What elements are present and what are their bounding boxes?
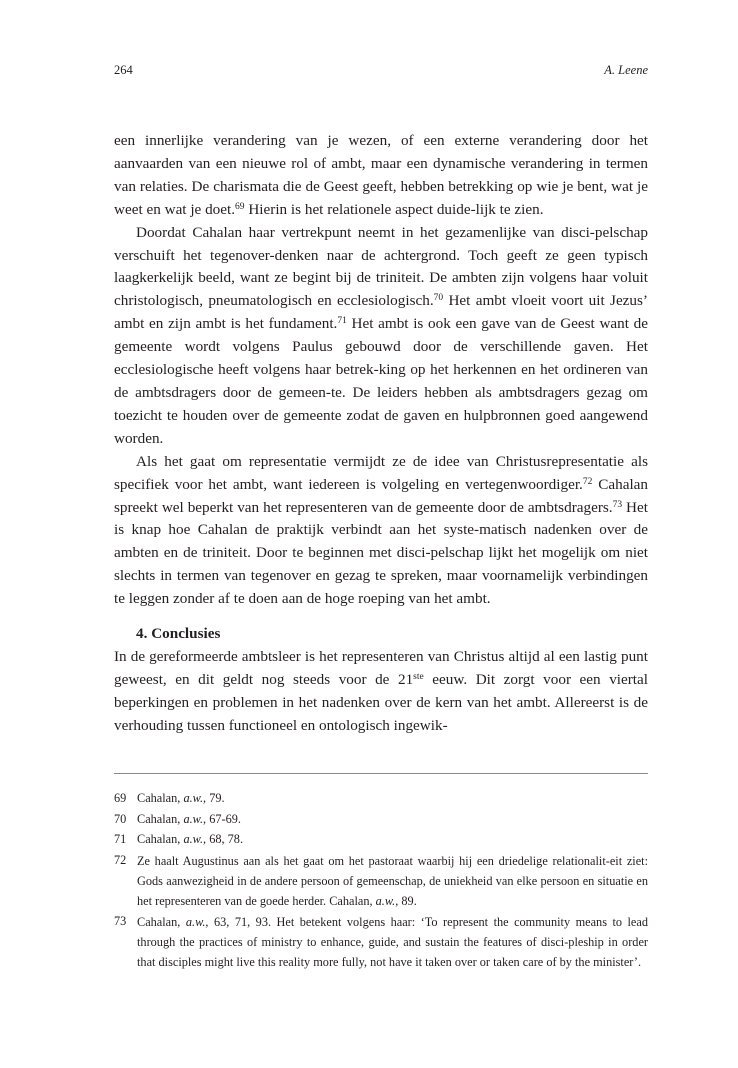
paragraph-3: [114, 451, 648, 611]
paragraph-text: Doordat Cahalan haar vertrekpunt neemt in het gezamenlijke van disci-pelschap verschuift het tegenover-denken naar de achtergrond. Toch geeft ze geen typisch laagkerkelijk beeld, want ze begint bij de triniteit. De ambten zijn volgens haar voluit christologisch, pneumatologisch en ecclesiologisch.: [114, 223, 648, 310]
footnote-italic: a.w.,: [185, 915, 209, 930]
footnotes: [114, 789, 648, 973]
paragraph-text: Het ambt vloeit voort uit Jezus’ ambt en zijn ambt is het fundament.: [114, 292, 648, 333]
footnote-ref-69[interactable]: 69: [235, 201, 245, 212]
paragraph-text: In de gereformeerde ambtsleer is het representeren van Christus altijd al een lastig punt geweest, en dit geldt nog steeds voor de 21: [114, 647, 648, 688]
page-number: 264: [114, 63, 133, 77]
main-text: [114, 130, 648, 738]
paragraph-text: Hierin is het relationele aspect duide-lijk te zien.: [244, 200, 544, 218]
paragraph-1: [114, 130, 648, 222]
footnote-text-part: 89.: [398, 894, 417, 909]
paragraph-text: Cahalan spreekt wel beperkt van het representeren van de gemeente door de ambtsdragers.: [114, 475, 648, 516]
paragraph-4: [114, 646, 648, 738]
footnote-italic: a.w.,: [183, 791, 207, 805]
section-heading: 4. Conclusies: [136, 625, 221, 643]
paragraph-2: [114, 222, 648, 451]
footnote-number: 73: [114, 914, 127, 929]
footnote-text-part: 63, 71, 93. Het betekent volgens haar: ‘To represent the community means to lead through the practices of ministry to enhance, guide, and sustain the features of disci-pleship in order that disciples might live this reality more fully, not have it taken over or taken care of by the minister’.: [137, 915, 648, 970]
paragraph-text: Het is knap hoe Cahalan de praktijk verbindt aan het syste-matisch nadenken over de ambten en de triniteit. Door te beginnen met disci-pelschap lijkt het mogelijk om niet slechts in termen van tegenover en gezag te spreken, maar voornamelijk verbindingen te leggen zonder af te doen aan de hoge roeping van het ambt.: [114, 498, 648, 608]
footnote-text: [137, 830, 648, 850]
footnote-text-part: Cahalan,: [137, 832, 184, 847]
footnote-text-part: 79.: [206, 791, 225, 805]
paragraph-text: een innerlijke verandering van je wezen, of een externe verandering door het aanvaarden van een nieuwe rol of ambt, maar een dynamische verandering in termen van relaties. De charismata die de Geest geeft, hebben betrekking op wie je bent, wat je weet en wat je doet.: [114, 132, 648, 218]
footnote-73: [114, 912, 648, 972]
footnote-ref-73[interactable]: 73: [612, 499, 623, 510]
footnote-text-part: 68, 78.: [206, 832, 244, 847]
footnote-number: 69: [114, 791, 127, 805]
footnote-number: 70: [114, 811, 127, 826]
footnote-divider: [114, 773, 648, 774]
footnote-text: [137, 912, 648, 972]
footnote-ref-70[interactable]: 70: [433, 293, 444, 304]
paragraph-text: Als het gaat om representatie vermijdt ze de idee van Christusrepresentatie als specifiek voor het ambt, want iedereen is volgeling en vertegenwoordiger.: [114, 452, 648, 493]
running-author: A. Leene: [604, 63, 648, 77]
footnote-71: [114, 830, 648, 850]
footnote-text-part: 67-69.: [206, 811, 241, 826]
footnote-number: 72: [114, 853, 127, 868]
footnote-text: [137, 810, 648, 830]
footnote-ref-71[interactable]: 71: [337, 316, 347, 327]
footnote-text-part: Cahalan,: [137, 791, 184, 805]
ordinal-suffix: ste: [413, 671, 424, 682]
footnote-ref-72[interactable]: 72: [582, 476, 593, 487]
footnote-text-part: Ze haalt Augustinus aan als het gaat om het pastoraat waarbij hij een driedelige relationalit-eit ziet: Gods aanwezigheid in de andere persoon of gemeenschap, de uniekheid van elke persoon en situatie en het representeren van de goede herder. Cahalan,: [137, 854, 648, 909]
footnote-text: [137, 851, 648, 911]
footnote-69: [114, 789, 648, 809]
footnote-number: 71: [114, 832, 127, 847]
footnote-text-part: Cahalan,: [137, 915, 186, 930]
paragraph-text: eeuw. Dit zorgt voor een viertal beperkingen en problemen in het nadenken over de kern van het ambt. Allereerst is de verhouding tussen functioneel en ontologisch ingewik-: [114, 670, 648, 734]
footnote-text: [137, 789, 648, 809]
paragraph-text: Het ambt is ook een gave van de Geest want de gemeente wordt volgens Paulus gebouwd door de verschillende gaven. Het ecclesiologische heeft volgens haar betrek-king op het herkennen en het ordineren van de ambtsdragers door de gemeen-te. De leiders hebben als ambtsdragers gezag om toezicht te houden over de gemeente zodat de gaven en hulpbronnen goed aangewend worden.: [114, 315, 648, 447]
footnote-italic: a.w.,: [183, 832, 207, 847]
footnote-italic: a.w.,: [183, 811, 207, 826]
footnote-italic: a.w.,: [375, 894, 399, 909]
footnote-text-part: Cahalan,: [137, 811, 184, 826]
footnote-70: [114, 810, 648, 830]
footnote-72: [114, 851, 648, 911]
